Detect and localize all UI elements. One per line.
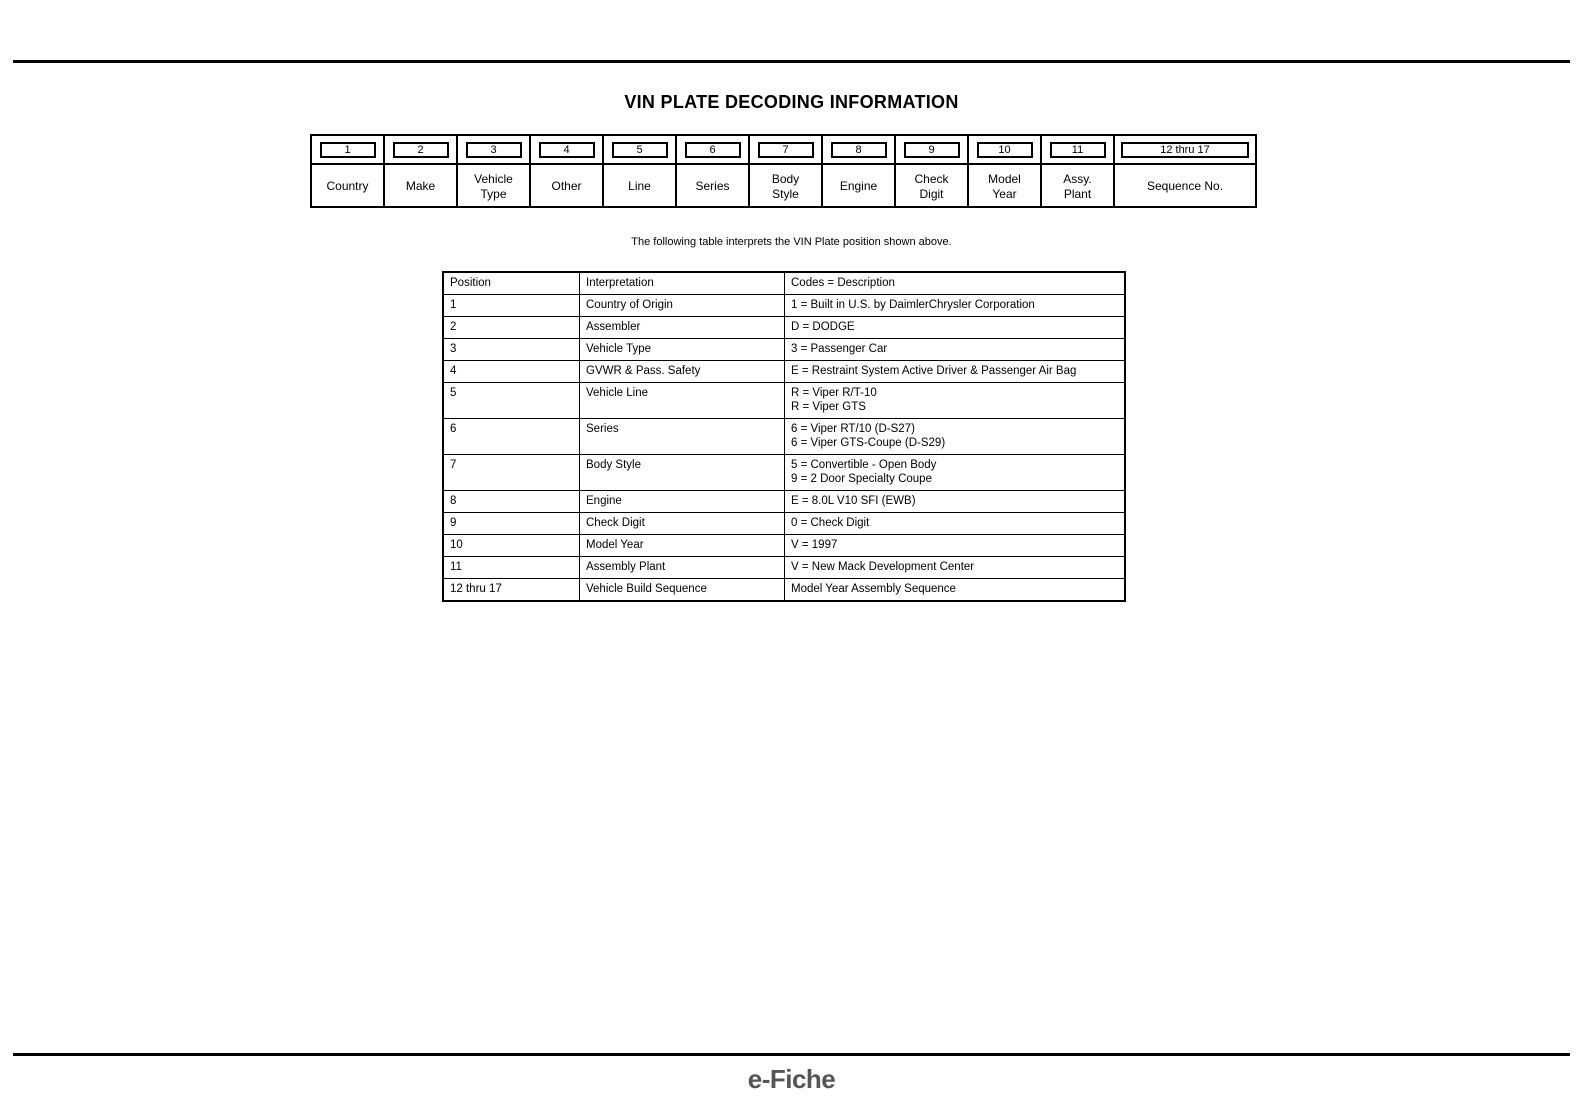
vin-position-10 bbox=[969, 136, 1042, 206]
table-header-row bbox=[443, 272, 1125, 295]
vin-position-label: Check Digit bbox=[914, 171, 949, 201]
interpretation-cell: GVWR & Pass. Safety bbox=[580, 361, 785, 383]
vin-position-4 bbox=[531, 136, 604, 206]
codes-cell: 5 = Convertible - Open Body 9 = 2 Door Specialty Coupe bbox=[785, 455, 1126, 491]
interpretation-cell: Assembler bbox=[580, 317, 785, 339]
vin-plate-diagram bbox=[310, 134, 1257, 208]
table-row bbox=[443, 557, 1125, 579]
interpretation-cell: Engine bbox=[580, 491, 785, 513]
header-cell: Position bbox=[443, 272, 580, 295]
interpretation-cell: Vehicle Line bbox=[580, 383, 785, 419]
vin-position-label: Line bbox=[628, 179, 651, 193]
vin-position-number: 4 bbox=[539, 142, 595, 158]
header-cell: Codes = Description bbox=[785, 272, 1126, 295]
position-cell: 10 bbox=[443, 535, 580, 557]
table-row bbox=[443, 317, 1125, 339]
codes-cell: 6 = Viper RT/10 (D-S27) 6 = Viper GTS-Coupe (D-S29) bbox=[785, 419, 1126, 455]
table-row bbox=[443, 419, 1125, 455]
table-row bbox=[443, 339, 1125, 361]
vin-position-7 bbox=[750, 136, 823, 206]
vin-position-9 bbox=[896, 136, 969, 206]
vin-position-label: Engine bbox=[839, 179, 878, 193]
interpretation-cell: Vehicle Type bbox=[580, 339, 785, 361]
table-caption: The following table interprets the VIN Plate position shown above. bbox=[631, 236, 952, 248]
interpretation-cell: Model Year bbox=[580, 535, 785, 557]
vin-position-label: Body Style bbox=[771, 171, 800, 201]
interpretation-cell: Check Digit bbox=[580, 513, 785, 535]
codes-cell: V = New Mack Development Center bbox=[785, 557, 1126, 579]
table-row bbox=[443, 455, 1125, 491]
table-row bbox=[443, 295, 1125, 317]
top-divider bbox=[13, 60, 1570, 63]
codes-cell: Model Year Assembly Sequence bbox=[785, 579, 1126, 602]
vin-position-6 bbox=[677, 136, 750, 206]
codes-cell: E = Restraint System Active Driver & Passenger Air Bag bbox=[785, 361, 1126, 383]
codes-cell: R = Viper R/T-10 R = Viper GTS bbox=[785, 383, 1126, 419]
position-cell: 8 bbox=[443, 491, 580, 513]
vin-position-number: 3 bbox=[466, 142, 522, 158]
vin-position-label: Sequence No. bbox=[1146, 179, 1224, 193]
interpretation-cell: Series bbox=[580, 419, 785, 455]
vin-position-label: Make bbox=[405, 179, 436, 193]
vin-position-11 bbox=[1042, 136, 1115, 206]
interpretation-cell: Assembly Plant bbox=[580, 557, 785, 579]
interpretation-cell: Body Style bbox=[580, 455, 785, 491]
codes-cell: 1 = Built in U.S. by DaimlerChrysler Corporation bbox=[785, 295, 1126, 317]
vin-position-number: 10 bbox=[977, 142, 1033, 158]
position-cell: 7 bbox=[443, 455, 580, 491]
position-cell: 2 bbox=[443, 317, 580, 339]
table-row bbox=[443, 579, 1125, 602]
vin-position-label: Other bbox=[551, 179, 582, 193]
position-cell: 4 bbox=[443, 361, 580, 383]
vin-position-number: 9 bbox=[904, 142, 960, 158]
vin-position-number: 7 bbox=[758, 142, 814, 158]
codes-cell: D = DODGE bbox=[785, 317, 1126, 339]
table-row bbox=[443, 361, 1125, 383]
position-cell: 6 bbox=[443, 419, 580, 455]
vin-decoding-table bbox=[442, 271, 1126, 602]
header-cell: Interpretation bbox=[580, 272, 785, 295]
vin-position-label: Vehicle Type bbox=[474, 171, 513, 201]
vin-position-1 bbox=[312, 136, 385, 206]
vin-position-number: 11 bbox=[1050, 142, 1106, 158]
table-row bbox=[443, 535, 1125, 557]
vin-position-number: 1 bbox=[320, 142, 376, 158]
vin-position-5 bbox=[604, 136, 677, 206]
page-title: VIN PLATE DECODING INFORMATION bbox=[624, 92, 959, 112]
vin-position-number: 12 thru 17 bbox=[1121, 142, 1249, 158]
position-cell: 11 bbox=[443, 557, 580, 579]
vin-position-label: Assy. Plant bbox=[1063, 171, 1092, 201]
vin-position-3 bbox=[458, 136, 531, 206]
table-row bbox=[443, 513, 1125, 535]
interpretation-cell: Country of Origin bbox=[580, 295, 785, 317]
table-row bbox=[443, 491, 1125, 513]
codes-cell: E = 8.0L V10 SFI (EWB) bbox=[785, 491, 1126, 513]
position-cell: 1 bbox=[443, 295, 580, 317]
interpretation-cell: Vehicle Build Sequence bbox=[580, 579, 785, 602]
vin-position-label: Country bbox=[326, 179, 369, 193]
efiche-logo: e-Fiche bbox=[747, 1064, 836, 1094]
vin-position-number: 2 bbox=[393, 142, 449, 158]
bottom-divider bbox=[13, 1053, 1570, 1056]
codes-cell: V = 1997 bbox=[785, 535, 1126, 557]
position-cell: 5 bbox=[443, 383, 580, 419]
vin-position-number: 8 bbox=[831, 142, 887, 158]
vin-position-12-17 bbox=[1115, 136, 1255, 206]
vin-position-label: Series bbox=[695, 179, 730, 193]
vin-position-2 bbox=[385, 136, 458, 206]
position-cell: 3 bbox=[443, 339, 580, 361]
position-cell: 9 bbox=[443, 513, 580, 535]
vin-position-number: 6 bbox=[685, 142, 741, 158]
codes-cell: 0 = Check Digit bbox=[785, 513, 1126, 535]
codes-cell: 3 = Passenger Car bbox=[785, 339, 1126, 361]
vin-position-number: 5 bbox=[612, 142, 668, 158]
vin-position-label: Model Year bbox=[988, 171, 1021, 201]
vin-position-8 bbox=[823, 136, 896, 206]
table-row bbox=[443, 383, 1125, 419]
position-cell: 12 thru 17 bbox=[443, 579, 580, 602]
